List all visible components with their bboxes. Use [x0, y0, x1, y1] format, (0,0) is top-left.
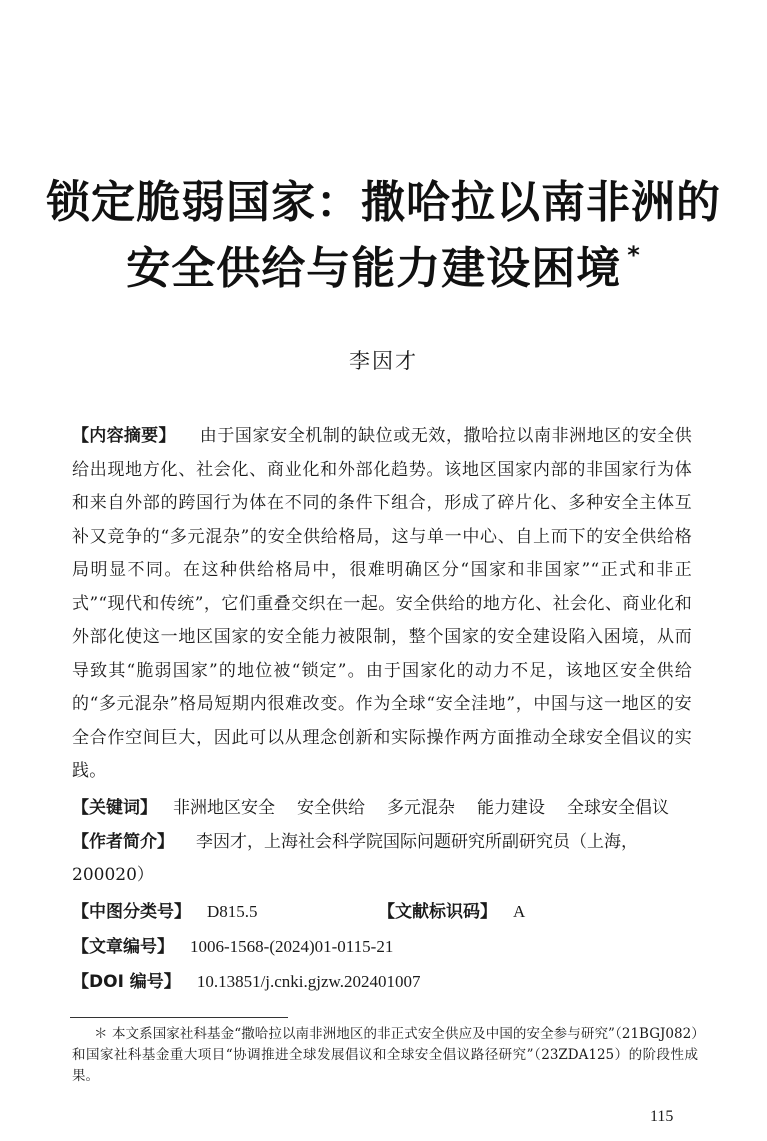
footnote-divider	[70, 1017, 288, 1018]
author-name: 李因才	[349, 349, 418, 373]
keyword: 全球安全倡议	[567, 798, 669, 818]
article-number-label: 【文章编号】	[72, 937, 174, 957]
abstract-label: 【内容摘要】	[72, 426, 176, 446]
keyword: 能力建设	[477, 798, 545, 818]
page-number: 115	[650, 1108, 674, 1125]
article-title-line-2	[40, 232, 727, 296]
keyword: 安全供给	[297, 798, 365, 818]
author-bio-label: 【作者简介】	[72, 832, 174, 852]
keywords-row	[72, 792, 697, 825]
abstract-text: 由于国家安全机制的缺位或无效，撒哈拉以南非洲地区的安全供给出现地方化、社会化、商业化和外部化趋势。该地区国家内部的非国家行为体和来自外部的跨国行为体在不同的条件下组合，形成了碎片化、多种安全主体互补又竞争的“多元混杂”的安全供给格局，这与单一中心、自上而下的安全供给格局明显不同。在这种供给格局中，很难明确区分“国家和非国家”“正式和非正式”“现代和传统”，它们重叠交织在一起。安全供给的地方化、社会化、商业化和外部化使这一地区国家的安全能力被限制，整个国家的安全建设陷入困境，从而导致其“脆弱国家”的地位被“锁定”。由于国家化的动力不足，该地区安全供给的“多元混杂”格局短期内很难改变。作为全球“安全洼地”，中国与这一地区的安全合作空间巨大，因此可以从理念创新和实际操作两方面推动全球安全倡议的实践。	[72, 426, 692, 781]
document-code-value: A	[513, 902, 526, 921]
article-title-text: 安全供给与能力建设困境	[126, 243, 622, 294]
doi-value: 10.13851/j.cnki.gjzw.202401007	[196, 972, 421, 991]
author-bio-row	[72, 826, 697, 892]
article-title-line-1: 锁定脆弱国家：撒哈拉以南非洲的	[46, 177, 721, 228]
keyword: 非洲地区安全	[173, 798, 275, 818]
footnote: ＊ 本文系国家社科基金“撒哈拉以南非洲地区的非正式安全供应及中国的安全参与研究”（21BGJ082）和国家社科基金重大项目“协调推进全球发展倡议和全球安全倡议路径研究”（23ZDA125）的阶段性成果。	[72, 1026, 698, 1084]
article-number-value: 1006-1568-(2024)01-0115-21	[190, 937, 394, 956]
document-code-group	[378, 895, 525, 929]
abstract-block	[72, 420, 692, 789]
title-footnote-mark: *	[627, 241, 641, 269]
article-number-row	[72, 930, 697, 964]
document-code-label: 【文献标识码】	[378, 902, 497, 922]
classification-row	[72, 895, 697, 929]
author-bio-text: 李因才，上海社会科学院国际问题研究所副研究员（上海，200020）	[72, 832, 638, 885]
keywords-label: 【关键词】	[72, 798, 157, 818]
doi-row	[72, 965, 697, 999]
clc-value: D815.5	[207, 902, 258, 921]
keyword: 多元混杂	[387, 798, 455, 818]
clc-label: 【中图分类号】	[72, 902, 191, 922]
doi-label: 【DOI 编号】	[72, 972, 181, 992]
